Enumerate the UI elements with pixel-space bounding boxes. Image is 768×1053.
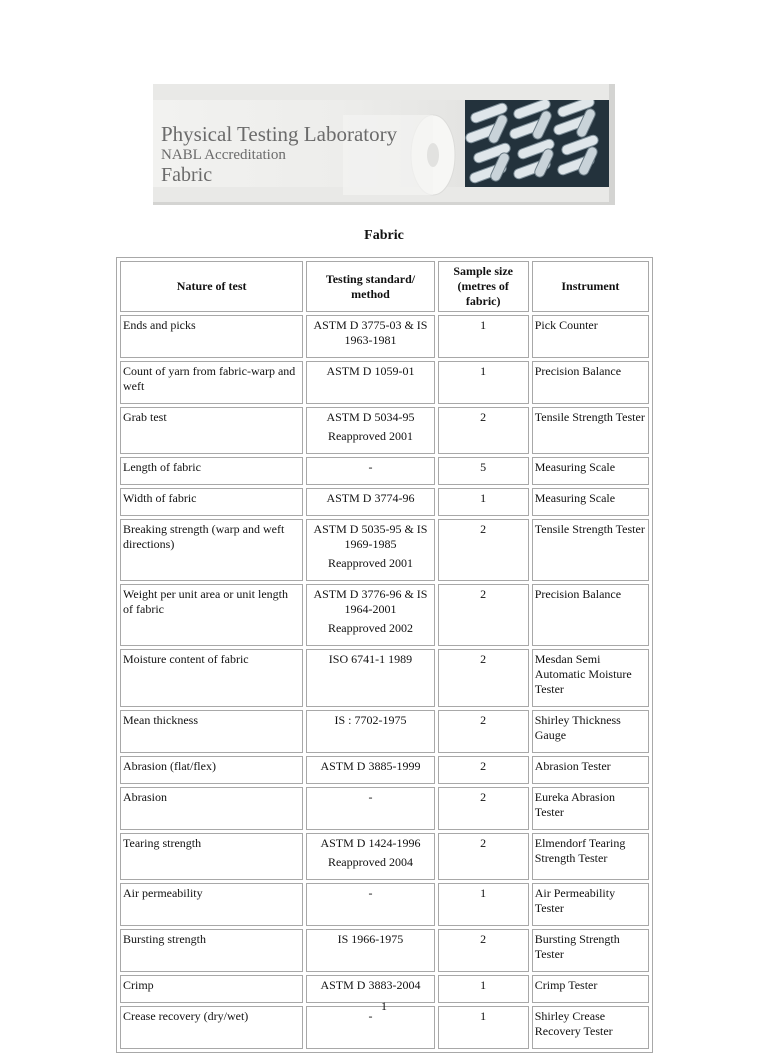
cell-test-name: Tearing strength [120, 833, 303, 880]
standard-text: ISO 6741-1 1989 [328, 652, 413, 666]
header-banner [153, 84, 615, 205]
cell-instrument: Shirley Crease Recovery Tester [532, 1006, 649, 1049]
cell-sample-size: 2 [438, 929, 529, 972]
standard-text: ASTM D 3774-96 [326, 491, 415, 505]
cell-standard [306, 833, 434, 880]
cell-instrument: Crimp Tester [532, 975, 649, 1003]
cell-standard [306, 584, 434, 646]
table-row [120, 787, 649, 830]
banner-text-panel [153, 100, 465, 187]
table-row [120, 407, 649, 454]
cell-standard [306, 710, 434, 753]
standard-text: IS 1966-1975 [337, 932, 404, 946]
cell-sample-size: 1 [438, 1006, 529, 1049]
banner-category: Fabric [161, 164, 213, 186]
cell-test-name: Abrasion [120, 787, 303, 830]
standard-text: ASTM D 3883-2004 [320, 978, 421, 992]
cell-test-name: Air permeability [120, 883, 303, 926]
cell-instrument: Measuring Scale [532, 457, 649, 485]
cell-instrument: Bursting Strength Tester [532, 929, 649, 972]
cell-standard [306, 883, 434, 926]
table-row [120, 488, 649, 516]
cell-sample-size: 1 [438, 361, 529, 404]
cell-test-name: Ends and picks [120, 315, 303, 358]
standard-text: - [368, 790, 373, 804]
cell-standard [306, 519, 434, 581]
cell-test-name: Count of yarn from fabric-warp and weft [120, 361, 303, 404]
cell-standard [306, 457, 434, 485]
table-row [120, 710, 649, 753]
cell-test-name: Mean thickness [120, 710, 303, 753]
cell-standard [306, 649, 434, 707]
column-header-instrument: Instrument [532, 261, 649, 312]
standard-text: IS : 7702-1975 [334, 713, 407, 727]
cell-sample-size: 2 [438, 833, 529, 880]
table-row [120, 883, 649, 926]
woven-fabric-image [465, 100, 609, 187]
cell-sample-size: 2 [438, 710, 529, 753]
cell-sample-size: 2 [438, 787, 529, 830]
cell-sample-size: 2 [438, 756, 529, 784]
standard-text: ASTM D 5035-95 & IS 1969-1985 [313, 522, 428, 551]
cell-sample-size: 5 [438, 457, 529, 485]
table-header-row [120, 261, 649, 312]
standard-text: ASTM D 3776-96 & IS 1964-2001 [313, 587, 428, 616]
cell-standard [306, 787, 434, 830]
cell-standard [306, 407, 434, 454]
table-row [120, 584, 649, 646]
cell-standard [306, 929, 434, 972]
standard-note: Reapproved 2001 [327, 556, 413, 570]
cell-sample-size: 2 [438, 519, 529, 581]
standard-text: - [368, 886, 373, 900]
cell-instrument: Measuring Scale [532, 488, 649, 516]
cell-sample-size: 2 [438, 649, 529, 707]
cell-sample-size: 2 [438, 584, 529, 646]
cell-standard [306, 361, 434, 404]
cell-test-name: Crease recovery (dry/wet) [120, 1006, 303, 1049]
banner-title: Physical Testing Laboratory [161, 122, 398, 146]
standard-note: Reapproved 2004 [327, 855, 413, 869]
cell-test-name: Abrasion (flat/flex) [120, 756, 303, 784]
cell-instrument: Eureka Abrasion Tester [532, 787, 649, 830]
standard-text: - [368, 460, 373, 474]
cell-sample-size: 1 [438, 883, 529, 926]
cell-standard [306, 488, 434, 516]
column-header-test: Nature of test [120, 261, 303, 312]
cell-instrument: Elmendorf Tearing Strength Tester [532, 833, 649, 880]
cell-instrument: Precision Balance [532, 361, 649, 404]
cell-standard [306, 315, 434, 358]
cell-instrument: Abrasion Tester [532, 756, 649, 784]
cell-test-name: Bursting strength [120, 929, 303, 972]
cell-instrument: Tensile Strength Tester [532, 407, 649, 454]
standard-text: ASTM D 1424-1996 [320, 836, 421, 850]
standard-note: Reapproved 2001 [327, 429, 413, 443]
banner-subtitle: NABL Accreditation [161, 147, 286, 163]
cell-instrument: Mesdan Semi Automatic Moisture Tester [532, 649, 649, 707]
cell-sample-size: 1 [438, 975, 529, 1003]
cell-instrument: Precision Balance [532, 584, 649, 646]
cell-standard [306, 756, 434, 784]
column-header-sample-size: Sample size (metres of fabric) [438, 261, 529, 312]
page-heading: Fabric [364, 228, 404, 243]
cell-sample-size: 2 [438, 407, 529, 454]
table-row [120, 649, 649, 707]
standard-note: Reapproved 2002 [327, 621, 413, 635]
fabric-tests-table [116, 257, 653, 1053]
cell-test-name: Length of fabric [120, 457, 303, 485]
cell-instrument: Pick Counter [532, 315, 649, 358]
cell-test-name: Breaking strength (warp and weft directions) [120, 519, 303, 581]
cell-test-name: Moisture content of fabric [120, 649, 303, 707]
table-row [120, 756, 649, 784]
standard-text: - [368, 1009, 373, 1023]
table-row [120, 833, 649, 880]
cell-test-name: Crimp [120, 975, 303, 1003]
table-row [120, 929, 649, 972]
cell-test-name: Width of fabric [120, 488, 303, 516]
cell-instrument: Tensile Strength Tester [532, 519, 649, 581]
cell-test-name: Grab test [120, 407, 303, 454]
table-row [120, 519, 649, 581]
standard-text: ASTM D 3775-03 & IS 1963-1981 [313, 318, 428, 347]
column-header-standard: Testing standard/ method [306, 261, 434, 312]
cell-sample-size: 1 [438, 315, 529, 358]
table-row [120, 315, 649, 358]
table-row [120, 457, 649, 485]
cell-test-name: Weight per unit area or unit length of fabric [120, 584, 303, 646]
page-number: 1 [381, 999, 387, 1013]
cell-instrument: Shirley Thickness Gauge [532, 710, 649, 753]
cell-instrument: Air Permeability Tester [532, 883, 649, 926]
standard-text: ASTM D 1059-01 [326, 364, 415, 378]
table-row [120, 361, 649, 404]
cell-sample-size: 1 [438, 488, 529, 516]
standard-text: ASTM D 5034-95 [326, 410, 415, 424]
standard-text: ASTM D 3885-1999 [320, 759, 421, 773]
